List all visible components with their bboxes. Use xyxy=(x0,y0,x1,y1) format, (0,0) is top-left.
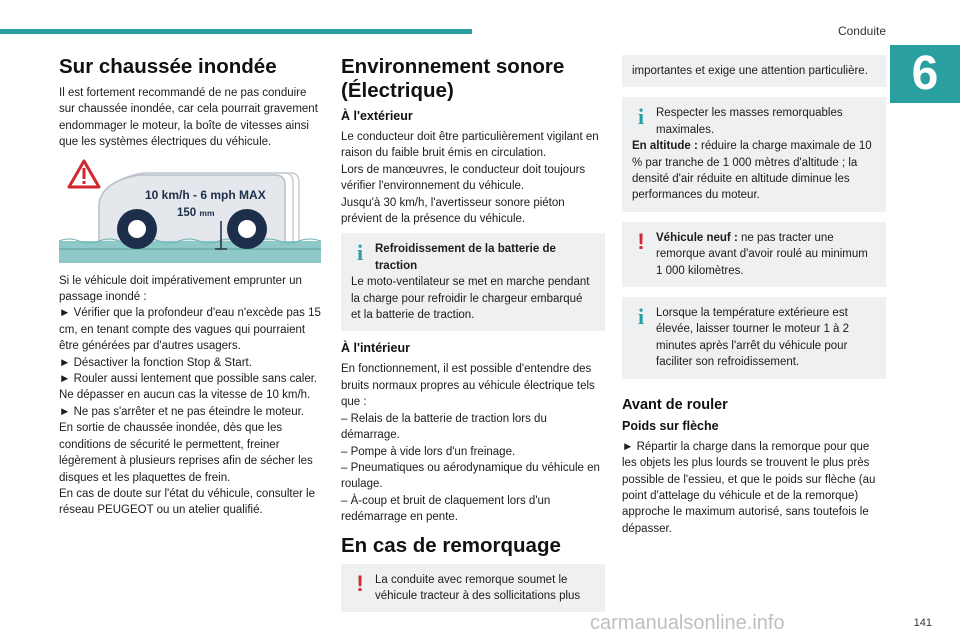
interior-line-4: – Pneumatiques ou aérodynamique du véhicule en roulage. xyxy=(341,461,600,491)
watermark: carmanualsonline.info xyxy=(590,612,785,634)
page-number: 141 xyxy=(913,617,932,629)
flooded-road-illustration xyxy=(59,157,321,263)
column-towing xyxy=(622,55,886,543)
exterior-text xyxy=(341,129,605,227)
flooded-line-2: ► Vérifier que la profondeur d'eau n'excède pas 15 cm, en tenant compte des vagues qui pourraient être générées par d'autres usagers. xyxy=(59,307,321,353)
warning-icon: ! xyxy=(637,228,645,254)
column-flooded-road xyxy=(59,55,321,525)
flooded-line-4: ► Rouler aussi lentement que possible sans caler. Ne dépasser en aucun cas la vitesse de 10 km/h. xyxy=(59,373,318,402)
towing-warning xyxy=(341,564,605,613)
towing-warning-continued-text: importantes et exige une attention particulière. xyxy=(632,65,868,77)
flooded-line-5: ► Ne pas s'arrêter et ne pas éteindre le moteur. xyxy=(59,405,304,418)
interior-line-3: – Pompe à vide lors d'un freinage. xyxy=(341,445,516,458)
battery-cooling-note xyxy=(341,233,605,331)
front-wheel-hub xyxy=(128,220,146,238)
new-vehicle-body: ne pas tracter une remorque avant d'avoir roulé au minimum 1 000 kilomètres. xyxy=(656,231,868,277)
interior-line-5: – À-coup et bruit de claquement lors d'un redémarrage en pente. xyxy=(341,494,551,524)
column-sound-environment xyxy=(341,55,605,622)
altitude-body: réduire la charge maximale de 10 % par tranche de 1 000 mètres d'altitude ; la densité d'air réduite en altitude diminue les performances du moteur. xyxy=(632,140,872,202)
warning-triangle-dot xyxy=(83,181,86,184)
new-vehicle-warning xyxy=(622,222,886,287)
water-surface xyxy=(59,241,321,263)
battery-cooling-text: Le moto-ventilateur se met en marche pendant la charge pour refroidir le chargeur embarqué et la batterie de traction. xyxy=(351,276,590,322)
altitude-text xyxy=(632,138,876,204)
flooded-line-1: Si le véhicule doit impérativement emprunter un passage inondé : xyxy=(59,274,302,304)
flooded-line-7: En cas de doute sur l'état du véhicule, consulter le réseau PEUGEOT ou un atelier qualifié. xyxy=(59,487,315,517)
engine-cooling-text: Lorsque la température extérieure est élevée, laisser tourner le moteur 1 à 2 minutes après l'arrêt du véhicule pour faciliter son refroidissement. xyxy=(656,307,850,369)
new-vehicle-label: Véhicule neuf : xyxy=(656,231,738,244)
flooded-line-3: ► Désactiver la fonction Stop & Start. xyxy=(59,356,252,369)
flooded-road-intro: Il est fortement recommandé de ne pas conduire sur chaussée inondée, car cela pourrait gravement endommager le moteur, la boîte de vitesses ainsi que les systèmes électriques du véhicule. xyxy=(59,87,318,149)
speed-limit-label: 10 km/h - 6 mph MAX xyxy=(145,187,266,202)
altitude-label: En altitude : xyxy=(632,140,698,153)
towing-warning-text: La conduite avec remorque soumet le véhicule tracteur à des sollicitations plus xyxy=(375,573,581,602)
rear-wheel-hub xyxy=(238,220,256,238)
info-icon: i xyxy=(637,104,645,130)
towing-masses-text: Respecter les masses remorquables maximales. xyxy=(656,107,843,136)
flooded-line-6: En sortie de chaussée inondée, dès que les conditions de sécurité le permettent, freiner légèrement à plusieurs reprises afin de sécher les disques et les plaquettes de frein. xyxy=(59,422,313,484)
exterior-heading: À l'extérieur xyxy=(341,109,413,123)
new-vehicle-text xyxy=(632,230,876,279)
header-rule xyxy=(0,29,472,34)
water-depth-unit: mm xyxy=(199,207,215,218)
chapter-tab: 6 xyxy=(890,45,960,103)
nose-weight-heading: Poids sur flèche xyxy=(622,418,719,433)
water-depth-value: 150 xyxy=(177,206,197,219)
towing-title: En cas de remorquage xyxy=(341,533,561,557)
sound-environment-title: Environnement sonore (Électrique) xyxy=(341,55,565,102)
interior-line-2: – Relais de la batterie de traction lors du démarrage. xyxy=(341,412,547,442)
info-icon: i xyxy=(356,240,364,266)
warning-icon: ! xyxy=(356,570,364,596)
water-depth-label xyxy=(177,207,215,219)
towing-warning-continued xyxy=(622,55,886,87)
before-driving-heading: Avant de rouler xyxy=(622,396,728,413)
battery-cooling-heading: Refroidissement de la batterie de traction xyxy=(375,243,556,272)
interior-line-1: En fonctionnement, il est possible d'entendre des bruits normaux propres au véhicule électrique tels que : xyxy=(341,363,595,409)
exterior-line-2: Lors de manœuvres, le conducteur doit toujours vérifier l'environnement du véhicule. xyxy=(341,163,586,193)
flooded-road-title: Sur chaussée inondée xyxy=(59,55,277,78)
interior-heading: À l'intérieur xyxy=(341,341,410,356)
towing-masses-note xyxy=(622,97,886,211)
exterior-line-1: Le conducteur doit être particulièrement vigilant en raison du faible bruit émis en circulation. xyxy=(341,131,599,160)
engine-cooling-note xyxy=(622,297,886,379)
section-name: Conduite xyxy=(837,24,886,38)
nose-weight-text: ► Répartir la charge dans la remorque pour que les objets les plus lourds se trouvent le plus près possible de l'essieu, et que le poids sur flèche (au point d'attelage du véhicule et de la remorque) approche le maximum autorisé, sans toutefois le dépasser. xyxy=(622,440,876,535)
info-icon: i xyxy=(637,304,645,330)
flooded-road-text xyxy=(59,273,321,519)
interior-text xyxy=(341,361,605,525)
exterior-line-3: Jusqu'à 30 km/h, l'avertisseur sonore piéton prévient de la présence du véhicule. xyxy=(341,196,565,226)
warning-triangle-bar xyxy=(83,168,86,179)
